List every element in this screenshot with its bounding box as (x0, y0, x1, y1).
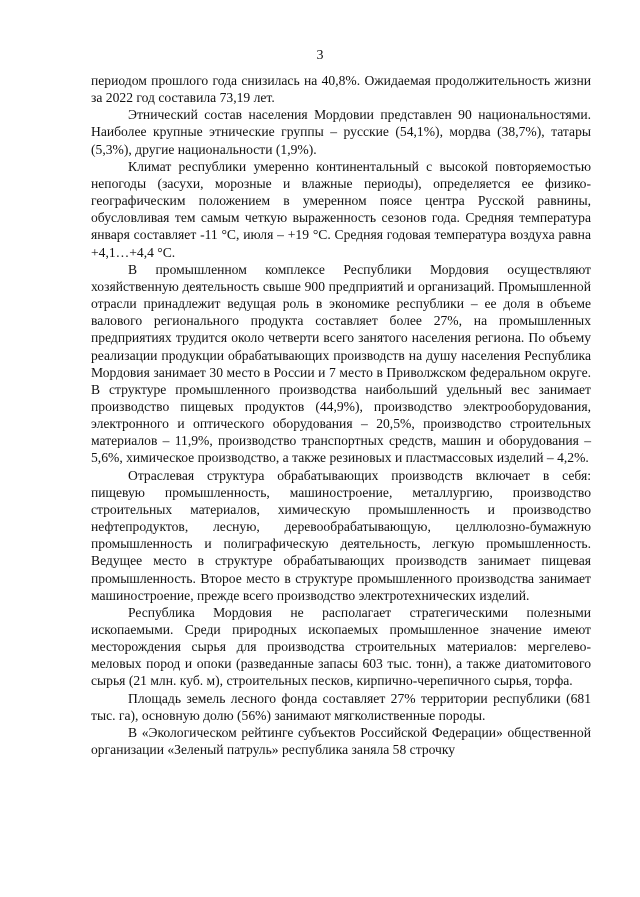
paragraph-forest-fund: Площадь земель лесного фонда составляет 27% территории республики (681 тыс. га), основную долю (56%) занимают мягколиственные породы. (91, 690, 591, 723)
paragraph-climate: Климат республики умеренно континентальный с высокой повторяемостью непогоды (засухи, морозные и влажные периоды), определяется ее физико-географическим положением в умеренном поясе центра Русской равнины, обусловливая тем самым четкую выраженность сезонов года. Средняя температура января составляет -11 °C, июля – +19 °C. Средняя годовая температура воздуха равна +4,1…+4,4 °C. (91, 158, 591, 260)
paragraph-ethnic-composition: Этнический состав населения Мордовии представлен 90 национальностями. Наиболее крупные этнические группы – русские (54,1%), мордва (38,7%), татары (5,3%), другие национальности (1,9%). (91, 107, 591, 157)
paragraph-ecological-rating: В «Экологическом рейтинге субъектов Российской Федерации» общественной организации «Зеленый патруль» республика заняла 58 строчку (91, 724, 591, 758)
paragraph-life-expectancy: периодом прошлого года снизилась на 40,8%. Ожидаемая продолжительность жизни за 2022 год составила 73,19 лет. (91, 73, 591, 106)
page-number: 3 (316, 48, 324, 63)
paragraph-mineral-resources: Республика Мордовия не располагает стратегическими полезными ископаемыми. Среди природных ископаемых промышленное значение имеют месторождения сырья для производства строительных материалов: мергелево-меловых пород и опоки (разведанные запасы 603 тыс. тонн), а также диатомитового сырья (21 млн. куб. м), строительных песков, кирпично-черепичного сырья, торфа. (91, 604, 591, 689)
document-body (91, 72, 591, 758)
paragraph-manufacturing-structure: Отраслевая структура обрабатывающих производств включает в себя: пищевую промышленность, машиностроение, металлургию, производство строительных материалов, химическую промышленность и производство нефтепродуктов, лесную, деревообрабатывающую, целлюлозно-бумажную промышленность и полиграфическую деятельность, легкую промышленность. Ведущее место в структуре обрабатывающих производств занимает пищевая промышленность. Второе место в структуре промышленного производства занимает машиностроение, прежде всего производство электротехнических изделий. (91, 467, 591, 603)
paragraph-industry: В промышленном комплексе Республики Мордовия осуществляют хозяйственную деятельность свыше 900 предприятий и организаций. Промышленной отрасли принадлежит ведущая роль в экономике республики – ее доля в объеме валового регионального продукта составляет более 27%, на промышленных предприятиях трудится около четверти всего занятого населения региона. По объему реализации продукции обрабатывающих производств на душу населения Республика Мордовия занимает 30 место в России и 7 место в Приволжском федеральном округе. В структуре промышленного производства наибольший удельный вес занимает производство пищевых продуктов (44,9%), производство электрооборудования, электронного и оптического оборудования – 20,5%, производство строительных материалов – 11,9%, производство транспортных средств, машин и оборудования – 5,6%, химическое производство, а также резиновых и пластмассовых изделий – 4,2%. (91, 261, 591, 466)
